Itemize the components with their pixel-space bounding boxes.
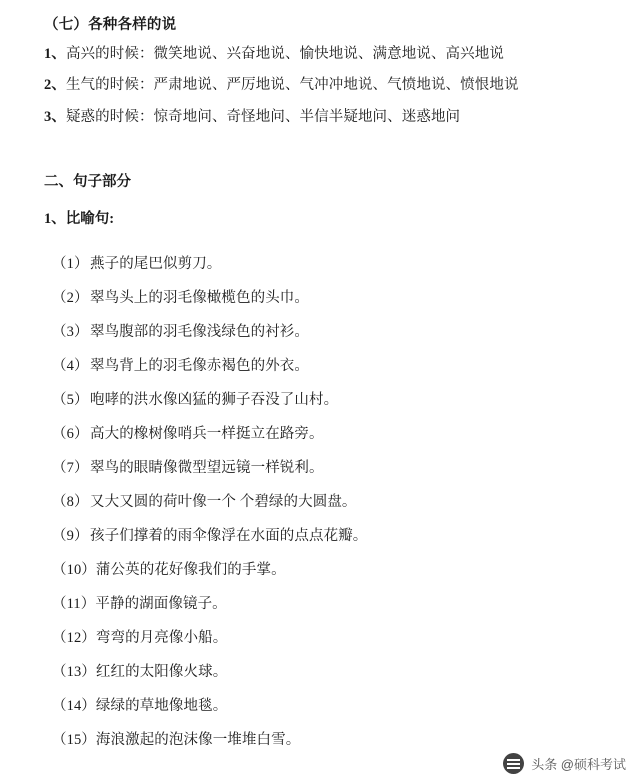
- watermark-label: 头条 @硕科考试: [531, 757, 626, 772]
- say-item-lead: 3、: [44, 108, 66, 125]
- list-item: [44, 559, 604, 582]
- list-item: [44, 389, 604, 412]
- say-item-lead: 2、: [44, 77, 66, 94]
- list-item-text: 高大的橡树像哨兵一样挺立在路旁。: [90, 426, 324, 443]
- list-item-text: 绿绿的草地像地毯。: [95, 697, 228, 714]
- spacer: [44, 237, 604, 253]
- part-heading: 二、句子部分: [44, 173, 131, 190]
- list-item-text: 平静的湖面像镜子。: [95, 595, 227, 612]
- list-item-text: 翠鸟背上的羽毛像赤褐色的外衣。: [90, 358, 309, 375]
- list-item-text: 翠鸟的眼睛像微型望远镜一样锐利。: [90, 460, 324, 477]
- sub-heading: 1、比喻句:: [44, 210, 115, 227]
- say-item-text: 高兴的时候：微笑地说、兴奋地说、愉快地说、满意地说、高兴地说: [65, 46, 504, 63]
- list-item-index: （10）: [52, 561, 96, 578]
- list-item-index: （14）: [52, 697, 96, 714]
- list-item-text: 弯弯的月亮像小船。: [95, 629, 228, 646]
- list-item-text: 又大又圆的荷叶像一个 个碧绿的大圆盘。: [90, 494, 357, 511]
- list-item-index: （6）: [52, 426, 89, 443]
- list-item-text: 海浪激起的泡沫像一堆堆白雪。: [95, 731, 301, 748]
- say-item: [44, 43, 604, 66]
- say-item: [44, 74, 604, 97]
- list-item: [44, 491, 604, 514]
- list-item-index: （12）: [52, 629, 96, 646]
- say-item-text: 生气的时候：严肃地说、严厉地说、气冲冲地说、气愤地说、愤恨地说: [65, 77, 519, 94]
- list-item: [44, 253, 604, 276]
- list-item-text: 红红的太阳像火球。: [95, 663, 228, 680]
- list-item-index: （3）: [52, 324, 89, 341]
- list-item: [44, 355, 604, 378]
- list-item-index: （1）: [52, 256, 89, 273]
- list-item-index: （13）: [52, 663, 96, 680]
- list-item-index: （8）: [52, 494, 89, 511]
- list-item-text: 翠鸟头上的羽毛像橄榄色的头巾。: [90, 290, 309, 307]
- list-item: [44, 287, 604, 310]
- sentence-list: [44, 253, 604, 752]
- list-item-index: （7）: [52, 460, 89, 477]
- list-item-index: （11）: [52, 595, 96, 612]
- list-item: [44, 423, 604, 446]
- say-item-lead: 1、: [44, 46, 66, 63]
- list-item-index: （5）: [52, 392, 89, 409]
- list-item: [44, 321, 604, 344]
- spacer: [44, 137, 604, 171]
- list-item: [44, 627, 604, 650]
- list-item-index: （9）: [52, 528, 89, 544]
- list-item: [44, 525, 604, 548]
- section-heading: （七）各种各样的说: [44, 17, 177, 33]
- list-item: [44, 593, 604, 616]
- list-item-index: （15）: [52, 731, 96, 748]
- toutiao-logo-icon: [503, 753, 524, 774]
- list-item-index: （4）: [52, 358, 89, 375]
- list-item: [44, 661, 604, 684]
- list-item-text: 咆哮的洪水像凶猛的狮子吞没了山村。: [90, 392, 339, 409]
- list-item-text: 翠鸟腹部的羽毛像浅绿色的衬衫。: [90, 324, 309, 341]
- list-item: [44, 457, 604, 480]
- list-item-text: 孩子们撑着的雨伞像浮在水面的点点花瓣。: [90, 528, 368, 544]
- list-item-text: 蒲公英的花好像我们的手掌。: [95, 561, 286, 578]
- list-item-index: （2）: [52, 290, 89, 307]
- list-item: [44, 695, 604, 718]
- say-item-text: 疑惑的时候：惊奇地问、奇怪地问、半信半疑地问、迷惑地问: [65, 108, 461, 125]
- watermark: [503, 753, 626, 774]
- say-item: [44, 106, 604, 129]
- list-item-text: 燕子的尾巴似剪刀。: [90, 256, 222, 273]
- list-item: [44, 729, 604, 752]
